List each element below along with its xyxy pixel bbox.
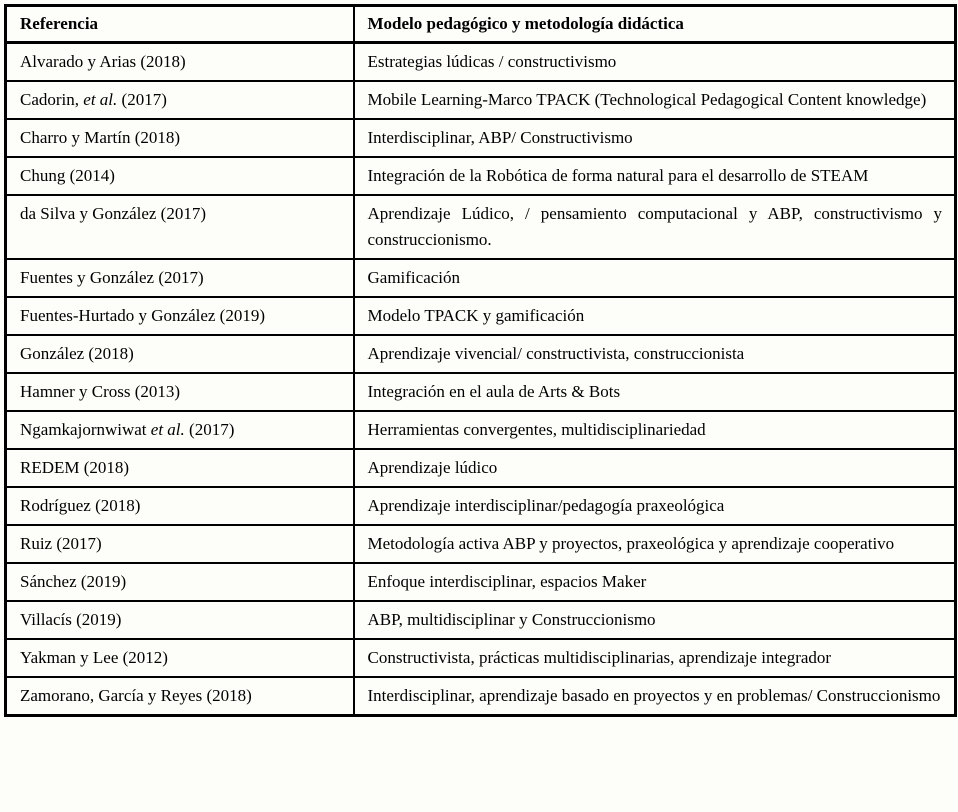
table-row bbox=[6, 411, 956, 449]
table-row bbox=[6, 119, 956, 157]
model-cell: ABP, multidisciplinar y Construccionismo bbox=[354, 601, 956, 639]
reference-cell bbox=[6, 677, 354, 716]
reference-text: Fuentes-Hurtado y González (2019) bbox=[20, 306, 266, 325]
model-cell: Modelo TPACK y gamificación bbox=[354, 297, 956, 335]
reference-cell bbox=[6, 259, 354, 297]
reference-text: Charro y Martín (2018) bbox=[20, 128, 181, 147]
model-cell: Interdisciplinar, aprendizaje basado en proyectos y en problemas/ Construccionismo bbox=[354, 677, 956, 716]
model-cell: Aprendizaje lúdico bbox=[354, 449, 956, 487]
table-row bbox=[6, 525, 956, 563]
table-header bbox=[6, 6, 956, 43]
reference-text: Zamorano, García y Reyes (2018) bbox=[20, 686, 252, 705]
model-cell: Integración de la Robótica de forma natural para el desarrollo de STEAM bbox=[354, 157, 956, 195]
reference-text: (2017) bbox=[184, 420, 235, 439]
model-cell: Estrategias lúdicas / constructivismo bbox=[354, 43, 956, 82]
reference-text: Hamner y Cross (2013) bbox=[20, 382, 181, 401]
model-cell: Constructivista, prácticas multidisciplinarias, aprendizaje integrador bbox=[354, 639, 956, 677]
reference-text-italic: et al. bbox=[83, 90, 118, 109]
table-row bbox=[6, 157, 956, 195]
reference-text: Chung (2014) bbox=[20, 166, 115, 185]
reference-cell bbox=[6, 297, 354, 335]
table-row bbox=[6, 563, 956, 601]
reference-text: da Silva y González (2017) bbox=[20, 204, 206, 223]
table-row bbox=[6, 335, 956, 373]
reference-cell bbox=[6, 487, 354, 525]
reference-text: Ruiz (2017) bbox=[20, 534, 102, 553]
table-row bbox=[6, 487, 956, 525]
pedagogy-reference-table bbox=[4, 4, 957, 717]
header-row bbox=[6, 6, 956, 43]
reference-text: (2017) bbox=[117, 90, 167, 109]
reference-cell bbox=[6, 601, 354, 639]
reference-text: Alvarado y Arias (2018) bbox=[20, 52, 186, 71]
table-row bbox=[6, 373, 956, 411]
reference-cell bbox=[6, 449, 354, 487]
reference-cell bbox=[6, 335, 354, 373]
reference-cell bbox=[6, 119, 354, 157]
column-header-referencia: Referencia bbox=[6, 6, 354, 43]
reference-text-italic: et al. bbox=[150, 420, 185, 439]
table-row bbox=[6, 81, 956, 119]
model-cell: Integración en el aula de Arts & Bots bbox=[354, 373, 956, 411]
reference-text: Rodríguez (2018) bbox=[20, 496, 141, 515]
reference-cell bbox=[6, 639, 354, 677]
table-row bbox=[6, 601, 956, 639]
reference-cell bbox=[6, 373, 354, 411]
reference-cell bbox=[6, 81, 354, 119]
table-row bbox=[6, 43, 956, 82]
table-row bbox=[6, 259, 956, 297]
table-row bbox=[6, 297, 956, 335]
reference-text: Ngamkajornwiwat bbox=[20, 420, 151, 439]
reference-text: Fuentes y González (2017) bbox=[20, 268, 204, 287]
reference-cell bbox=[6, 43, 354, 82]
model-cell: Mobile Learning-Marco TPACK (Technological Pedagogical Content knowledge) bbox=[354, 81, 956, 119]
model-cell: Interdisciplinar, ABP/ Constructivismo bbox=[354, 119, 956, 157]
reference-cell bbox=[6, 563, 354, 601]
model-cell: Aprendizaje vivencial/ constructivista, construccionista bbox=[354, 335, 956, 373]
reference-cell bbox=[6, 411, 354, 449]
table-row bbox=[6, 677, 956, 716]
column-header-modelo-pedagogico: Modelo pedagógico y metodología didáctica bbox=[354, 6, 956, 43]
reference-text: REDEM (2018) bbox=[20, 458, 130, 477]
table-body bbox=[6, 43, 956, 716]
model-cell: Aprendizaje Lúdico, / pensamiento computacional y ABP, constructivismo y construccionismo. bbox=[354, 195, 956, 259]
reference-text: González (2018) bbox=[20, 344, 134, 363]
model-cell: Gamificación bbox=[354, 259, 956, 297]
table-row bbox=[6, 195, 956, 259]
reference-cell bbox=[6, 525, 354, 563]
table-row bbox=[6, 639, 956, 677]
reference-text: Villacís (2019) bbox=[20, 610, 122, 629]
model-cell: Metodología activa ABP y proyectos, praxeológica y aprendizaje cooperativo bbox=[354, 525, 956, 563]
reference-text: Sánchez (2019) bbox=[20, 572, 127, 591]
model-cell: Enfoque interdisciplinar, espacios Maker bbox=[354, 563, 956, 601]
model-cell: Aprendizaje interdisciplinar/pedagogía praxeológica bbox=[354, 487, 956, 525]
reference-cell bbox=[6, 157, 354, 195]
table-row bbox=[6, 449, 956, 487]
reference-text: Cadorin, bbox=[20, 90, 84, 109]
model-cell: Herramientas convergentes, multidisciplinariedad bbox=[354, 411, 956, 449]
reference-text: Yakman y Lee (2012) bbox=[20, 648, 168, 667]
reference-cell bbox=[6, 195, 354, 259]
